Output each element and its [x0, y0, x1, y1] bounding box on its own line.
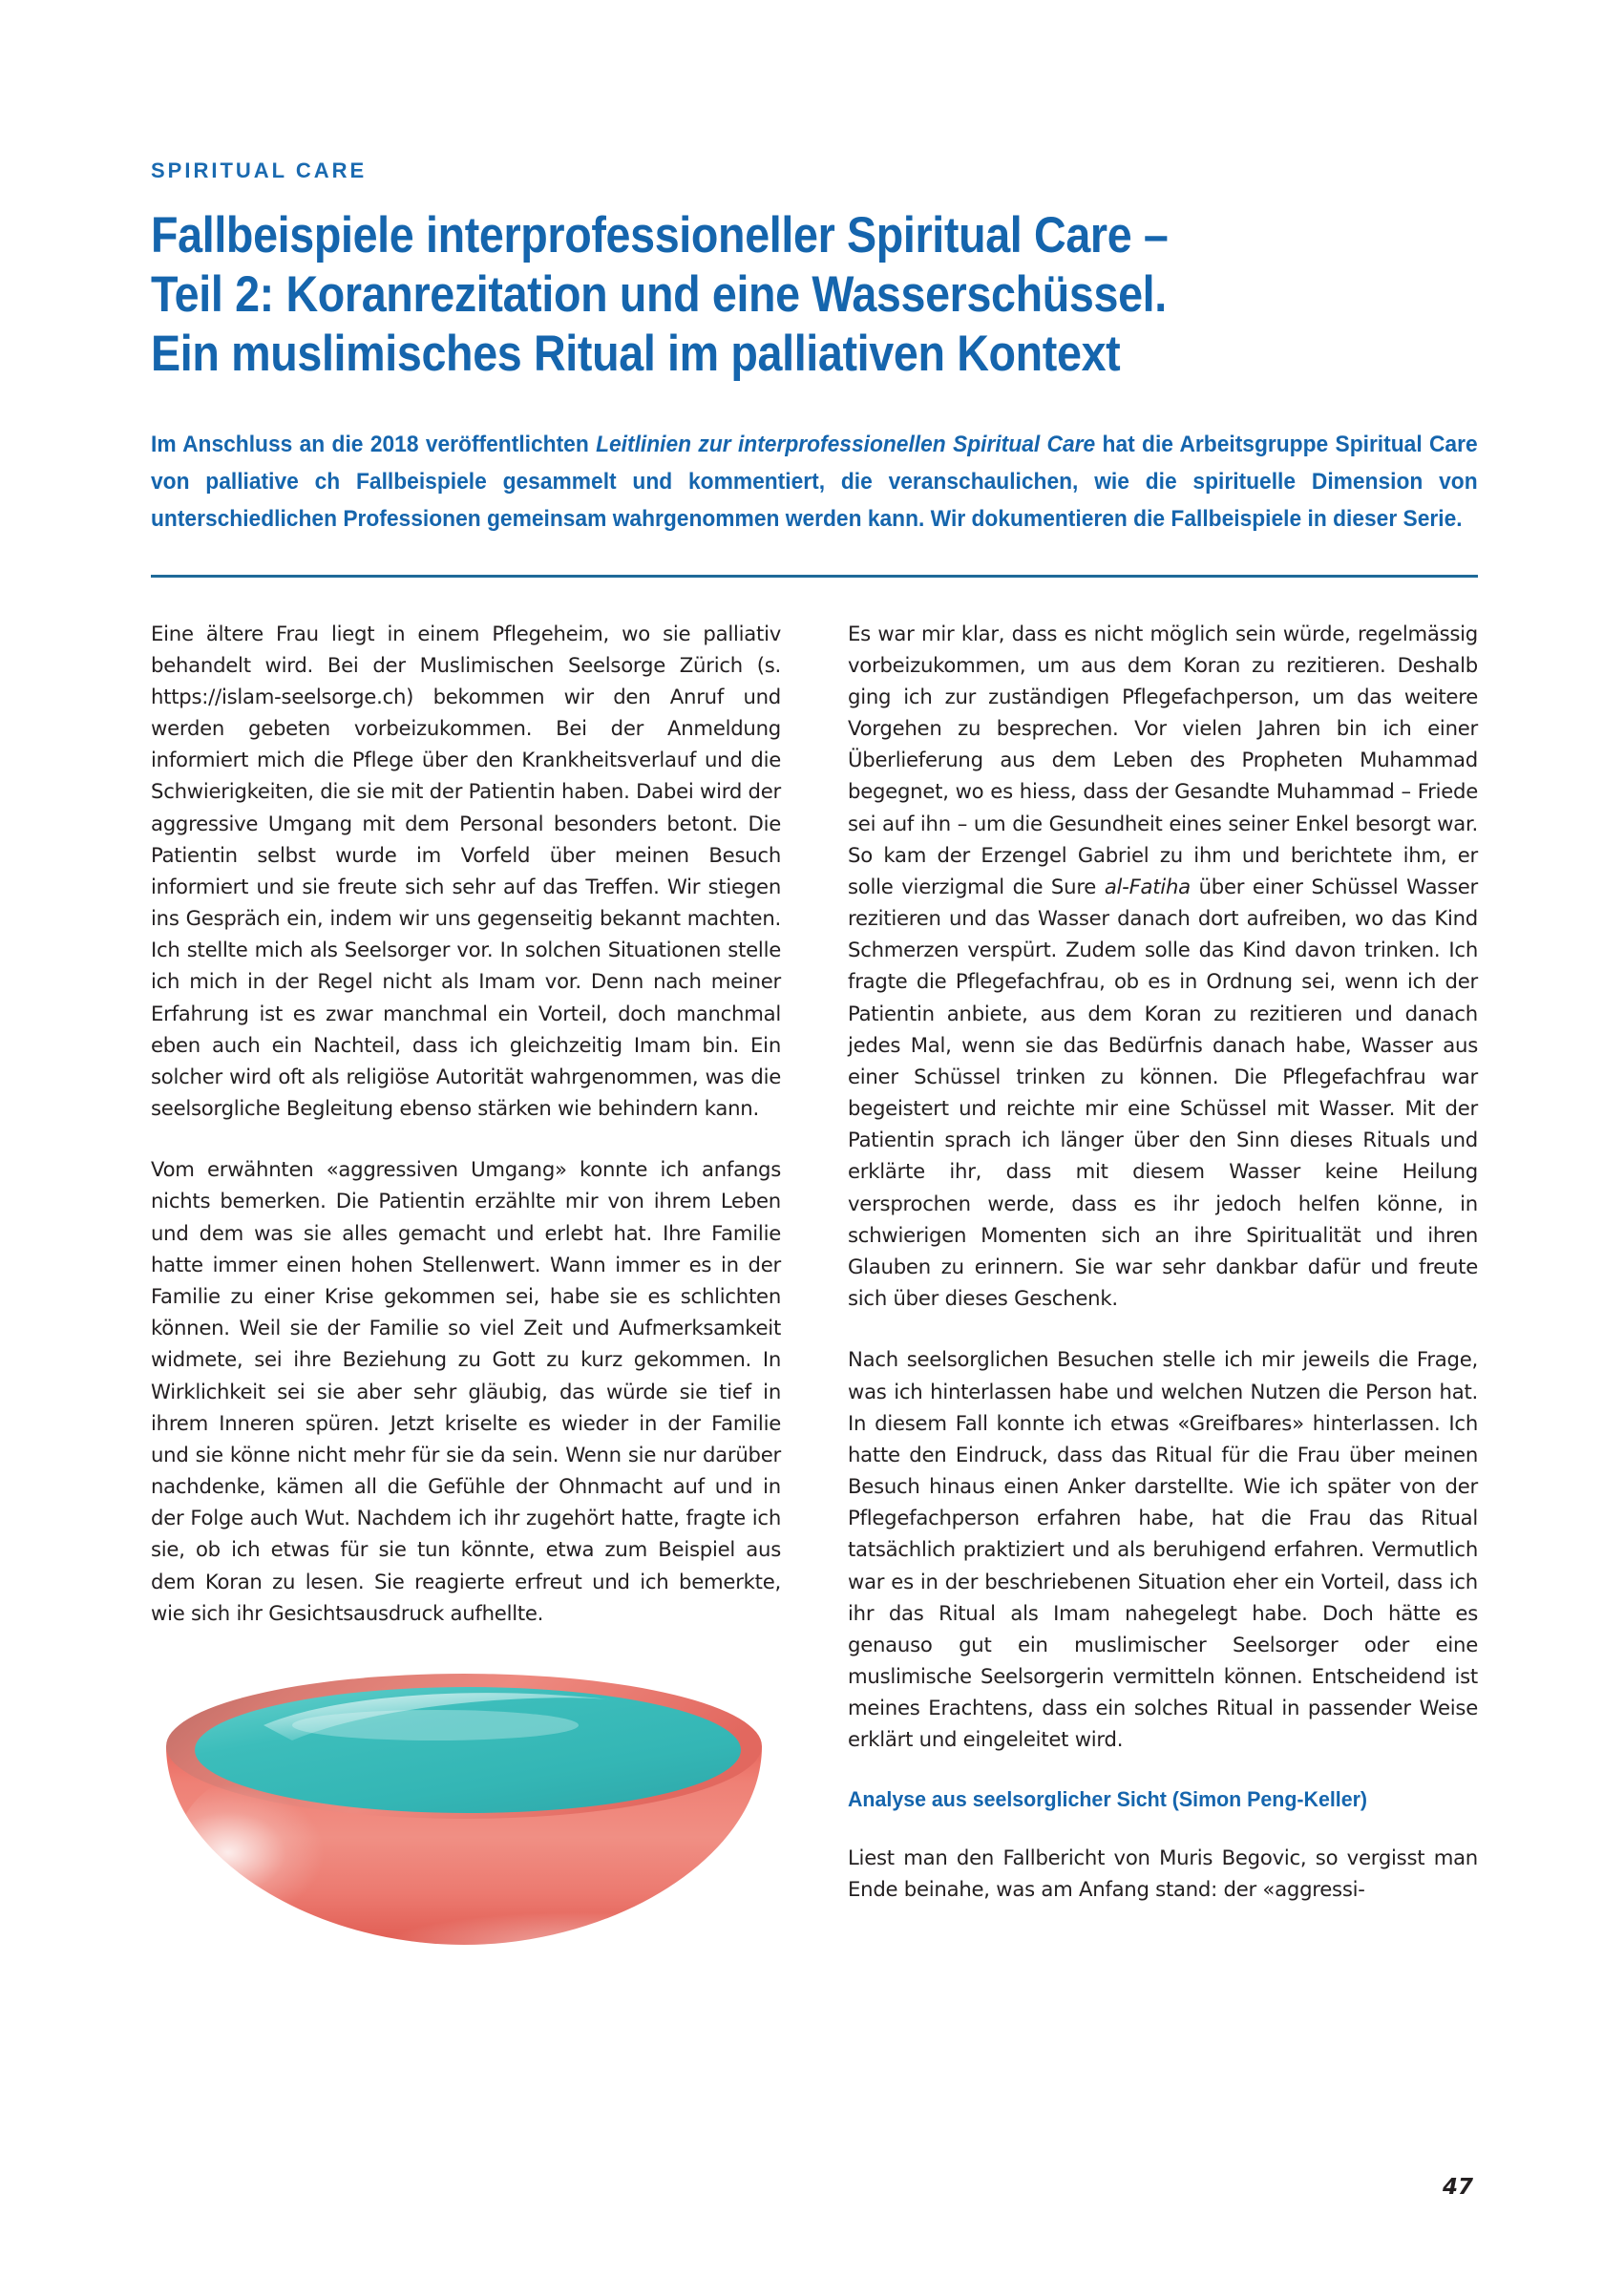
right-column	[848, 618, 1478, 1973]
right-paragraph-3: Liest man den Fallbericht von Muris Begovic, so vergisst man Ende beinahe, was am Anfang stand: der «aggressi-	[848, 1845, 1478, 1901]
analysis-subheading: Analyse aus seelsorglicher Sicht (Simon Peng-Keller)	[848, 1786, 1368, 1811]
lead-text-before-italic: Im Anschluss an die 2018 veröffentlichten	[151, 432, 597, 457]
bowl-of-water-icon	[149, 1658, 779, 1964]
header-divider-rule	[151, 575, 1478, 578]
page-title-line-2: Teil 2: Koranrezitation und eine Wasserschüssel.	[151, 266, 1167, 323]
right-paragraph-2: Nach seelsorglichen Besuchen stelle ich mir jeweils die Frage, was ich hinterlassen habe und welchen Nutzen die Person hat. In diesem Fall konnte ich etwas «Greifbares» hinterlassen. Ich hatte den Eindruck, dass das Ritual für die Frau über meinen Besuch hinaus einen Anker darstellte. Wie ich später von der Pflegefachperson erfahren habe, hat die Frau das Ritual tatsächlich praktiziert und als beruhigend erfahren. Vermutlich war es in der beschriebenen Situation eher ein Vorteil, dass ich ihr das Ritual als Imam nahegelegt habe. Doch hätte es genauso gut ein muslimischer Seelsorger oder eine muslimische Seelsorgerin vermitteln können. Entscheidend ist meines Erachtens, dass ein solches Ritual in passender Weise erklärt und eingeleitet wird.	[848, 1347, 1478, 1752]
bowl-illustration-container	[149, 1658, 779, 1973]
left-paragraph-1: Eine ältere Frau liegt in einem Pflegeheim, wo sie palliativ behandelt wird. Bei der Muslimischen Seelsorge Zürich (s. https://islam-seelsorge.ch) bekommen wir den Anruf und werden gebeten vorbeizukommen. Bei der Anmeldung informiert mich die Pflege über den Krankheitsverlauf und die Schwierigkeiten, die sie mit der Patientin haben. Dabei wird der aggressive Umgang mit dem Personal besonders betont. Die Patientin selbst wurde im Vorfeld über meinen Besuch informiert und sie freute sich sehr auf das Treffen. Wir stiegen ins Gespräch ein, indem wir uns gegenseitig bekannt machten. Ich stellte mich als Seelsorger vor. In solchen Situationen stelle ich mich in der Regel nicht als Imam vor. Denn nach meiner Erfahrung ist es zwar manchmal ein Vorteil, doch manchmal eben auch ein Nachteil, dass ich gleichzeitig Imam bin. Ein solcher wird oft als religiöse Autorität wahrgenommen, was die seelsorgliche Begleitung ebenso stärken wie behindern kann.	[151, 621, 781, 1121]
lead-paragraph	[151, 426, 1478, 538]
page-number: 47	[1442, 2175, 1473, 2200]
right-p1-after-italic: über einer Schüssel Wasser rezitieren und das Wasser danach dort aufreiben, wo das Kind Schmerzen verspürt. Zudem solle das Kind davon trinken. Ich fragte die Pflegefachfrau, ob es in Ordnung sei, wenn ich der Patientin anbiete, aus dem Koran zu rezitieren und danach jedes Mal, wenn sie das Bedürfnis danach habe, Wasser aus einer Schüssel trinken zu können. Die Pflegefachfrau war begeistert und reichte mir eine Schüssel mit Wasser. Mit der Patientin sprach ich länger über den Sinn dieses Rituals und erklärte ihr, dass mit diesem Wasser keine Heilung versprochen werde, dass es ihr jedoch helfen könne, in schwierigen Momenten sich an ihre Spiritualität und ihren Glauben zu erinnern. Sie war sehr dankbar dafür und freute sich über dieses Geschenk.	[848, 874, 1479, 1311]
lead-italic-guidelines-title: Leitlinien zur interprofessionellen Spiritual Care	[596, 432, 1096, 457]
section-kicker: SPIRITUAL CARE	[151, 158, 368, 182]
page-title-line-3: Ein muslimisches Ritual im palliativen Kontext	[151, 326, 1121, 382]
left-column	[151, 618, 781, 1973]
left-paragraph-2: Vom erwähnten «aggressiven Umgang» konnte ich anfangs nichts bemerken. Die Patientin erzählte mir von ihrem Leben und dem was sie alles gemacht und erlebt hat. Ihre Familie hatte immer einen hohen Stellenwert. Wann immer es in der Familie zu einer Krise gekommen sei, habe sie es schlichten können. Weil sie der Familie so viel Zeit und Aufmerksamkeit widmete, sei ihre Beziehung zu Gott zu kurz gekommen. In Wirklichkeit sei sie aber sehr gläubig, das würde sie tief in ihrem Inneren spüren. Jetzt kriselte es wieder in der Familie und sie könne nicht mehr für sie da sein. Wenn sie nur darüber nachdenke, kämen all die Gefühle der Ohnmacht auf und in der Folge auch Wut. Nachdem ich ihr zugehört hatte, fragte ich sie, ob ich etwas für sie tun könnte, etwa zum Beispiel aus dem Koran zu lesen. Sie reagierte erfreut und ich bemerkte, wie sich ihr Gesichtsausdruck aufhellte.	[151, 1157, 781, 1625]
page-title	[151, 206, 1470, 384]
lead-text-after-italic: hat die Arbeitsgruppe Spiritual Care von palliative ch Fallbeispiele gesammelt und kommentiert, die veranschaulichen, wie die spirituelle Dimension von unterschiedlichen Professionen gemeinsam wahrgenommen werden kann. Wir dokumentieren die Fallbeispiele in dieser Serie.	[151, 432, 1478, 533]
page-title-line-1: Fallbeispiele interprofessioneller Spiritual Care –	[151, 207, 1169, 264]
right-paragraph-1	[848, 618, 1478, 1315]
sura-name-italic: al-Fatiha	[1104, 874, 1191, 898]
two-column-body	[151, 618, 1478, 1973]
page-content	[151, 160, 1478, 1973]
right-p1-before-italic: Es war mir klar, dass es nicht möglich sein würde, regelmässig vorbeizukommen, um aus dem Koran zu rezitieren. Deshalb ging ich zur zuständigen Pflegefachperson, um das weitere Vorgehen zu besprechen. Vor vielen Jahren bin ich einer Überlieferung aus dem Leben des Propheten Muhammad begegnet, wo es hiess, dass der Gesandte Muhammad – Friede sei auf ihn – um die Gesundheit eines seiner Enkel besorgt war. So kam der Erzengel Gabriel zu ihm und berichtete ihm, er solle vierzigmal die Sure	[848, 621, 1478, 898]
